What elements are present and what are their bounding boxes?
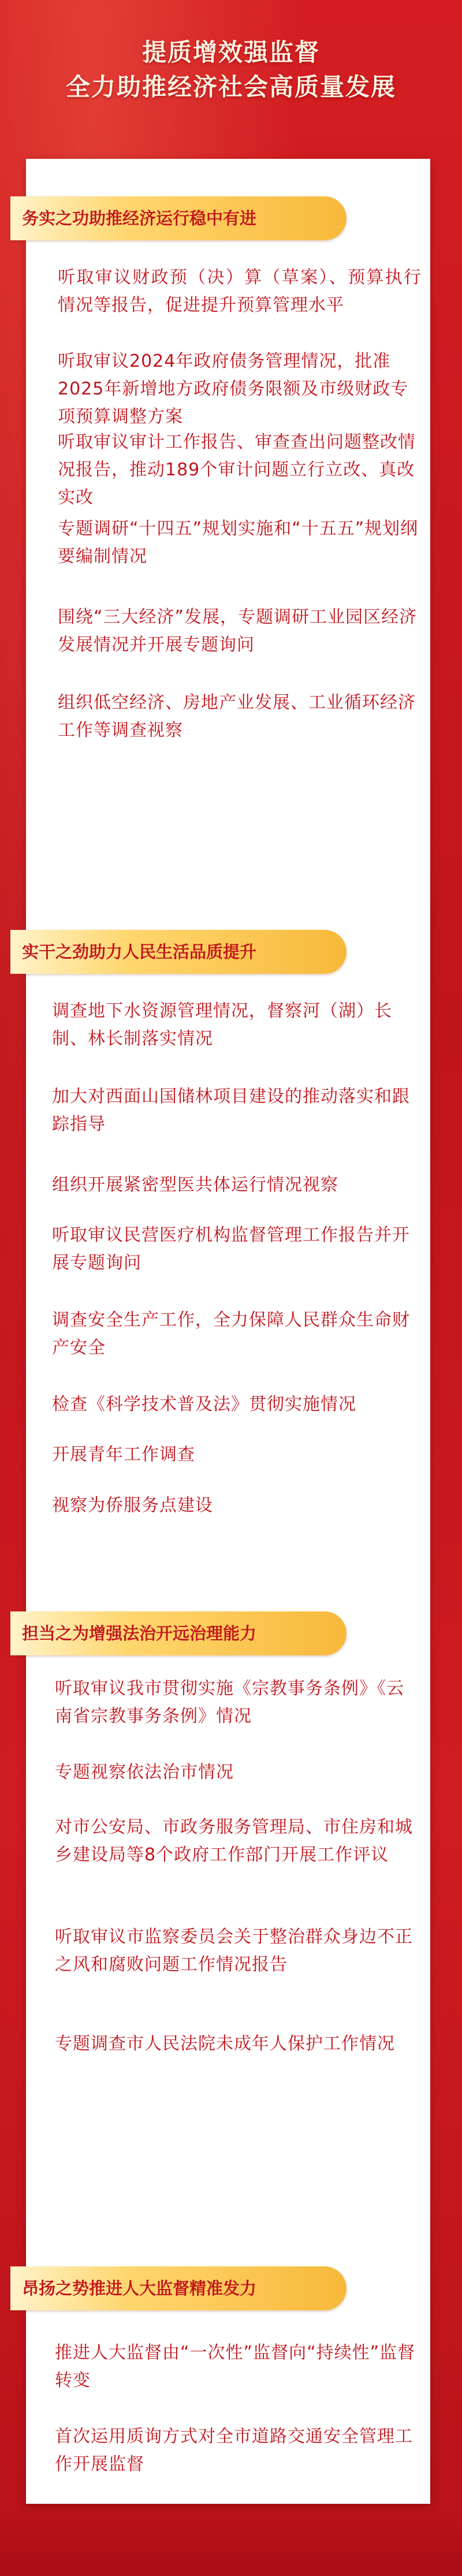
section-heading-economy: 务实之功助推经济运行稳中有进 [10, 196, 346, 240]
section-heading-rule-of-law: 担当之为增强法治开远治理能力 [10, 1611, 346, 1655]
page-title-line2: 全力助推经济社会高质量发展 [65, 73, 396, 101]
list-item: 调查安全生产工作，全力保障人民群众生命财产安全 [52, 1310, 410, 1358]
page-title-line1: 提质增效强监督 [141, 38, 320, 66]
bottom-decoration [0, 2507, 462, 2576]
list-item: 加大对西面山国储林项目建设的推动落实和跟踪指导 [52, 1086, 410, 1134]
list-item: 组织开展紧密型医共体运行情况视察 [52, 1175, 338, 1195]
list-item: 专题调研“十四五”规划实施和“十五五”规划纲要编制情况 [58, 519, 419, 567]
list-item: 听取审议2024年政府债务管理情况，批准2025年新增地方政府债务限额及市级财政专项预算调整方案 [58, 351, 409, 427]
list-item: 组织低空经济、房地产业发展、工业循环经济工作等调查视察 [58, 693, 416, 740]
list-item: 专题视察依法治市情况 [55, 1762, 234, 1782]
list-item: 视察为侨服务点建设 [52, 1495, 213, 1516]
section-heading-livelihood: 实干之劲助力人民生活品质提升 [10, 930, 346, 974]
list-item: 对市公安局、市政务服务管理局、市住房和城乡建设局等8个政府工作部门开展工作评议 [55, 1817, 413, 1865]
list-item: 听取审议审计工作报告、审查查出问题整改情况报告，推动189个审计问题立行立改、真改实改 [58, 432, 416, 508]
list-item: 首次运用质询方式对全市道路交通安全管理工作开展监督 [55, 2426, 413, 2474]
list-item: 听取审议市监察委员会关于整治群众身边不正之风和腐败问题工作情况报告 [55, 1927, 413, 1975]
page-header [0, 0, 462, 150]
list-item: 检查《科学技术普及法》贯彻实施情况 [52, 1394, 356, 1414]
list-item: 推进人大监督由“一次性”监督向“持续性”监督转变 [55, 2343, 416, 2391]
list-item: 听取审议财政预（决）算（草案）、预算执行情况等报告，促进提升预算管理水平 [58, 267, 422, 315]
list-item: 听取审议民营医疗机构监督管理工作报告并开展专题询问 [52, 1225, 410, 1273]
section-heading-supervision: 昂扬之势推进人大监督精准发力 [10, 2266, 346, 2310]
list-item: 调查地下水资源管理情况，督察河（湖）长制、林长制落实情况 [52, 1001, 392, 1049]
list-item: 专题调查市人民法院未成年人保护工作情况 [55, 2034, 395, 2054]
list-item: 开展青年工作调查 [52, 1445, 195, 1465]
list-item: 围绕“三大经济”发展，专题调研工业园区经济发展情况并开展专题询问 [58, 607, 418, 655]
list-item: 听取审议我市贯彻实施《宗教事务条例》《云南省宗教事务条例》情况 [55, 1678, 404, 1726]
